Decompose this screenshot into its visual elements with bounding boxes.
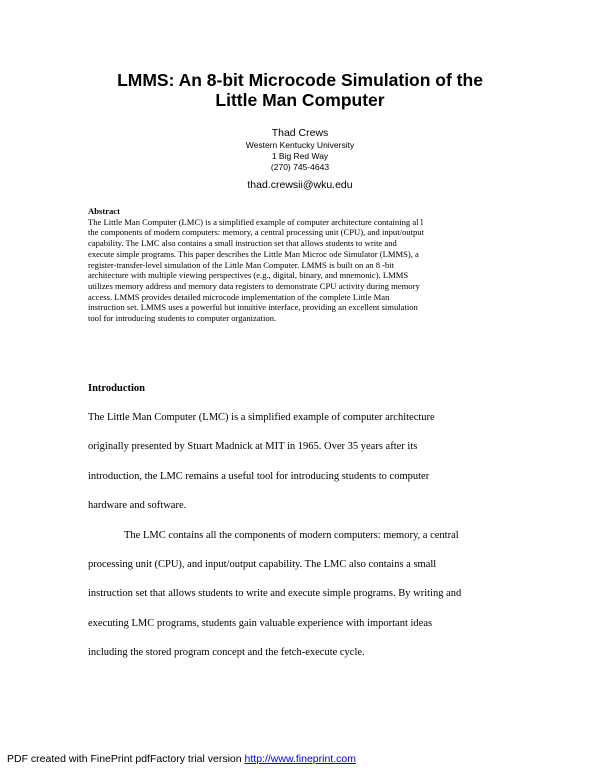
- body-line: The LMC contains all the components of modern computers: memory, a central: [124, 529, 459, 541]
- pdf-footer: [7, 752, 356, 766]
- abstract-line: instruction set. LMMS uses a powerful but intuitive interface, providing an excellent simulation: [88, 302, 418, 313]
- abstract-line: execute simple programs. This paper describes the Little Man Microc ode Simulator (LMMS), a: [88, 248, 419, 259]
- abstract-heading: Abstract: [88, 206, 120, 216]
- body-line: including the stored program concept and the fetch-execute cycle.: [88, 647, 365, 659]
- abstract-line: tool for introducing students to computer organization.: [88, 313, 277, 324]
- author-address: 1 Big Red Way: [271, 151, 329, 161]
- body-line: introduction, the LMC remains a useful tool for introducing students to computer: [88, 470, 430, 482]
- paper-title: [0, 70, 600, 110]
- author-email: thad.crewsii@wku.edu: [247, 179, 353, 191]
- body-line: originally presented by Stuart Madnick at MIT in 1965. Over 35 years after its: [88, 441, 418, 453]
- title-line: Little Man Computer: [215, 90, 385, 110]
- author-phone: (270) 745-4643: [270, 162, 330, 172]
- abstract-line: register-transfer-level simulation of the Little Man Computer. LMMS is built on an 8 -bit: [88, 259, 395, 270]
- body-line: processing unit (CPU), and input/output capability. The LMC also contains a small: [88, 558, 437, 570]
- introduction-heading: Introduction: [88, 383, 145, 394]
- introduction-body: [88, 403, 518, 668]
- abstract-line: architecture with multiple viewing perspectives (e.g., digital, binary, and mnemonic). LMMS: [88, 270, 409, 281]
- abstract-line: the components of modern computers: memory, a central processing unit (CPU), and input/output: [88, 227, 424, 238]
- abstract-line: The Little Man Computer (LMC) is a simplified example of computer architecture containing al l: [88, 216, 424, 227]
- body-line: instruction set that allows students to write and execute simple programs. By writing and: [88, 588, 462, 600]
- abstract-line: access. LMMS provides detailed microcode implementation of the complete Little Man: [88, 291, 390, 302]
- abstract-section: [88, 206, 514, 324]
- body-line: executing LMC programs, students gain valuable experience with important ideas: [88, 617, 433, 629]
- body-line: The Little Man Computer (LMC) is a simplified example of computer architecture: [88, 412, 435, 423]
- body-line: hardware and software.: [88, 500, 187, 512]
- fineprint-link[interactable]: http://www.fineprint.com: [244, 753, 356, 765]
- abstract-line: capability. The LMC also contains a small instruction set that allows students to write and: [88, 238, 397, 249]
- author-affiliation: Western Kentucky University: [245, 140, 355, 150]
- title-line: LMMS: An 8-bit Microcode Simulation of the: [117, 70, 483, 90]
- author-block: [0, 126, 600, 192]
- footer-text: PDF created with FinePrint pdfFactory trial version: [7, 753, 245, 765]
- author-name: Thad Crews: [271, 127, 329, 139]
- abstract-line: utilizes memory address and memory data registers to demonstrate CPU activity during memory: [88, 280, 420, 291]
